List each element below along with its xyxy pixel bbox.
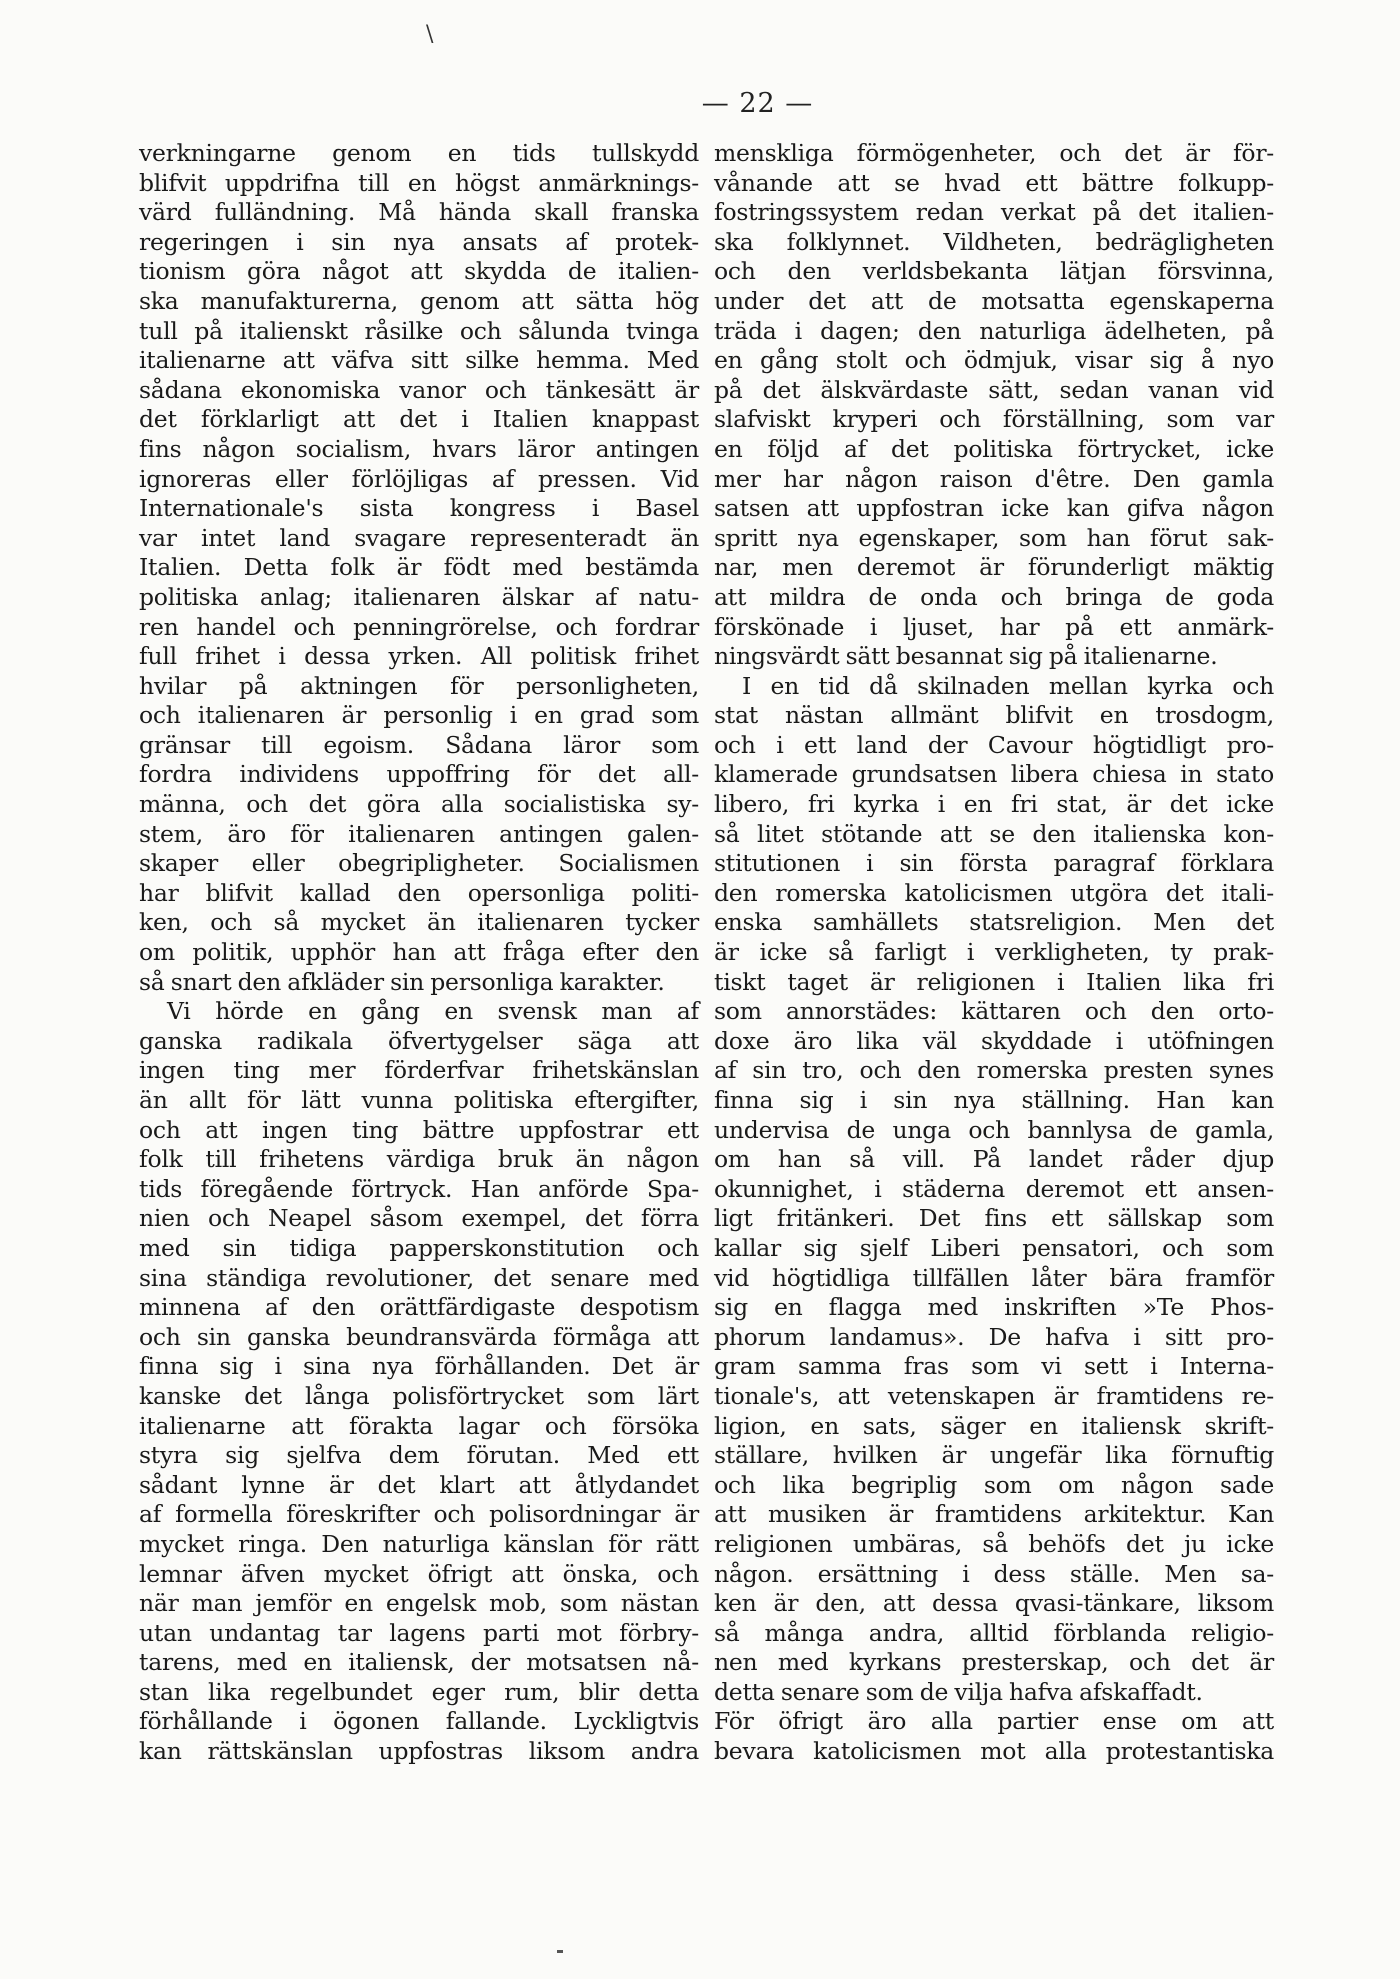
text-line: fins någon socialism, hvars läror antingen [139,434,699,463]
text-line: männa, och det göra alla socialistiska sy- [139,790,699,819]
text-line: ren handel och penningrörelse, och fordrar [139,612,699,641]
text-line: folk till frihetens värdiga bruk än någon [139,1145,699,1174]
text-line: styra sig sjelfva dem förutan. Med ett [139,1441,699,1470]
text-line: ställare, hvilken är ungefär lika förnuftig [714,1441,1274,1470]
text-line: ingen ting mer förderfvar frihetskänslan [139,1056,699,1085]
text-line: och att ingen ting bättre uppfostrar ett [139,1115,699,1144]
text-line: och den verldsbekanta lätjan försvinna, [714,257,1274,286]
text-line: tull på italienskt råsilke och sålunda tvinga [139,316,699,345]
text-line: och i ett land der Cavour högtidligt pro- [714,730,1274,759]
text-line: detta senare som de vilja hafva afskaffadt. [714,1677,1203,1706]
text-line: blifvit uppdrifna till en högst anmärknings- [139,168,699,197]
text-line: att musiken är framtidens arkitektur. Kan [714,1500,1274,1529]
footer-mark [557,1950,563,1953]
text-line: italienarne att förakta lagar och försöka [139,1411,699,1440]
text-line: doxe äro lika väl skyddade i utöfningen [714,1026,1274,1055]
text-line: vid högtidliga tillfällen låter bära framför [714,1263,1274,1292]
text-line: gränsar till egoism. Sådana läror som [139,730,699,759]
text-line: med sin tidiga papperskonstitution och [139,1233,699,1262]
text-line: bevara katolicismen mot alla protestantiska [714,1737,1274,1766]
text-line: sina ständiga revolutioner, det senare med [139,1263,699,1292]
text-line: För öfrigt äro alla partier ense om att [714,1707,1274,1736]
text-line: ligt fritänkeri. Det fins ett sällskap som [714,1204,1274,1233]
text-line: värd fulländning. Må hända skall franska [139,198,699,227]
text-line: stem, äro för italienaren antingen galen- [139,819,699,848]
text-line: under det att de motsatta egenskaperna [714,286,1274,315]
text-line: tarens, med en italiensk, der motsatsen nå- [139,1648,699,1677]
text-line: politiska anlag; italienaren älskar af natu- [139,582,699,611]
text-line: tiskt taget är religionen i Italien lika fri [714,967,1274,996]
text-line: regeringen i sin nya ansats af protek- [139,227,699,256]
text-line: spritt nya egenskaper, som han förut sak- [714,523,1274,552]
text-line: gram samma fras som vi sett i Interna- [714,1352,1274,1381]
text-line: verkningarne genom en tids tullskydd [139,139,699,167]
text-line: skaper eller obegripligheter. Socialismen [139,849,699,878]
right-column [714,139,1274,1767]
text-line: än allt för lätt vunna politiska eftergifter, [139,1086,699,1114]
text-line: hvilar på aktningen för personligheten, [139,671,699,700]
text-line: finna sig i sina nya förhållanden. Det är [139,1352,699,1381]
text-line: minnena af den orättfärdigaste despotism [139,1293,699,1322]
text-line: om han så vill. På landet råder djup [714,1145,1274,1174]
text-line: tionale's, att vetenskapen är framtidens re- [714,1381,1274,1410]
page-number: — 22 — [701,88,814,119]
left-column [139,139,699,1767]
text-line: Italien. Detta folk är födt med bestämda [139,553,699,582]
text-line: sådana ekonomiska vanor och tänkesätt är [139,375,699,404]
text-line: phorum landamus». De hafva i sitt pro- [714,1322,1274,1351]
text-line: stat nästan allmänt blifvit en trosdogm, [714,701,1274,730]
text-line: det förklarligt att det i Italien knappast [139,405,699,434]
text-line: så litet stötande att se den italienska kon- [714,819,1274,848]
text-line: fostringssystem redan verkat på det italien- [714,198,1274,227]
text-line: kan rättskänslan uppfostras liksom andra [139,1737,699,1766]
text-line: tionism göra något att skydda de italien- [139,257,699,286]
text-line: tids föregående förtryck. Han anförde Spa- [139,1174,699,1203]
text-line: religionen umbäras, så behöfs det ju icke [714,1529,1274,1558]
text-line: af formella föreskrifter och polisordningar är [139,1500,699,1529]
text-line: är icke så farligt i verkligheten, ty prak- [714,938,1274,967]
text-line: nen med kyrkans presterskap, och det är [714,1648,1274,1677]
text-line: ganska radikala öfvertygelser säga att [139,1026,699,1055]
text-line: och lika begriplig som om någon sade [714,1470,1274,1499]
text-line: ningsvärdt sätt besannat sig på italienarne. [714,642,1218,671]
text-line: full frihet i dessa yrken. All politisk frihet [139,642,699,671]
text-line: förhållande i ögonen fallande. Lyckligtvis [139,1707,699,1736]
text-line: om politik, upphör han att fråga efter den [139,938,699,967]
text-line: ignoreras eller förlöjligas af pressen. Vid [139,464,699,493]
text-line: vånande att se hvad ett bättre folkupp- [714,168,1274,197]
stray-mark: \ [426,22,434,47]
text-line: undervisa de unga och bannlysa de gamla, [714,1115,1274,1144]
text-line: fordra individens uppoffring för det all- [139,760,699,789]
text-line: på det älskvärdaste sätt, sedan vanan vid [714,375,1274,404]
text-line: af sin tro, och den romerska presten synes [714,1056,1274,1085]
text-line: som annorstädes: kättaren och den orto- [714,997,1274,1026]
text-line: I en tid då skilnaden mellan kyrka och [742,671,1274,700]
text-line: sådant lynne är det klart att åtlydandet [139,1470,699,1499]
text-line: Vi hörde en gång en svensk man af [167,997,699,1026]
text-line: sig en flagga med inskriften »Te Phos- [714,1293,1274,1322]
text-line: att mildra de onda och bringa de goda [714,582,1274,611]
text-line: någon. ersättning i dess ställe. Men sa- [714,1559,1274,1588]
text-line: enska samhällets statsreligion. Men det [714,908,1274,937]
text-line: klamerade grundsatsen libera chiesa in stato [714,760,1274,789]
text-line: ken, och så mycket än italienaren tycker [139,908,699,937]
text-line: när man jemför en engelsk mob, som nästan [139,1589,699,1618]
text-line: ska folklynnet. Vildheten, bedrägligheten [714,227,1274,256]
text-line: stan lika regelbundet eger rum, blir detta [139,1677,699,1706]
text-line: och sin ganska beundransvärda förmåga att [139,1322,699,1351]
text-line: ska manufakturerna, genom att sätta hög [139,286,699,315]
text-line: nien och Neapel såsom exempel, det förra [139,1204,699,1233]
text-line: den romerska katolicismen utgöra det itali- [714,878,1274,907]
text-line: så många andra, alltid förblanda religio- [714,1618,1274,1647]
text-line: italienarne att väfva sitt silke hemma. Med [139,346,699,375]
text-line: ken är den, att dessa qvasi-tänkare, liksom [714,1589,1274,1618]
text-line: utan undantag tar lagens parti mot förbry- [139,1618,699,1647]
text-line: nar, men deremot är förunderligt mäktig [714,553,1274,582]
text-line: var intet land svagare representeradt än [139,523,699,552]
text-line: kallar sig sjelf Liberi pensatori, och som [714,1233,1274,1262]
text-line: libero, fri kyrka i en fri stat, är det icke [714,790,1274,819]
text-line: en gång stolt och ödmjuk, visar sig å nyo [714,346,1274,375]
text-line: satsen att uppfostran icke kan gifva någon [714,494,1274,523]
text-line: Internationale's sista kongress i Basel [139,494,699,523]
text-line: lemnar äfven mycket öfrigt att önska, och [139,1559,699,1588]
text-line: mer har någon raison d'être. Den gamla [714,464,1274,493]
text-line: har blifvit kallad den opersonliga politi- [139,878,699,907]
text-line: så snart den afkläder sin personliga karakter. [139,967,665,996]
text-line: menskliga förmögenheter, och det är för- [714,139,1274,167]
text-line: kanske det långa polisförtrycket som lärt [139,1381,699,1410]
text-line: ligion, en sats, säger en italiensk skrift- [714,1411,1274,1440]
text-line: finna sig i sin nya ställning. Han kan [714,1086,1274,1114]
text-line: slafviskt kryperi och förställning, som var [714,405,1274,434]
text-line: och italienaren är personlig i en grad som [139,701,699,730]
text-line: träda i dagen; den naturliga ädelheten, på [714,316,1274,345]
text-line: en följd af det politiska förtrycket, icke [714,434,1274,463]
text-line: stitutionen i sin första paragraf förklara [714,849,1274,878]
text-line: mycket ringa. Den naturliga känslan för rätt [139,1529,699,1558]
text-line: okunnighet, i städerna deremot ett ansen- [714,1174,1274,1203]
text-line: förskönade i ljuset, har på ett anmärk- [714,612,1274,641]
